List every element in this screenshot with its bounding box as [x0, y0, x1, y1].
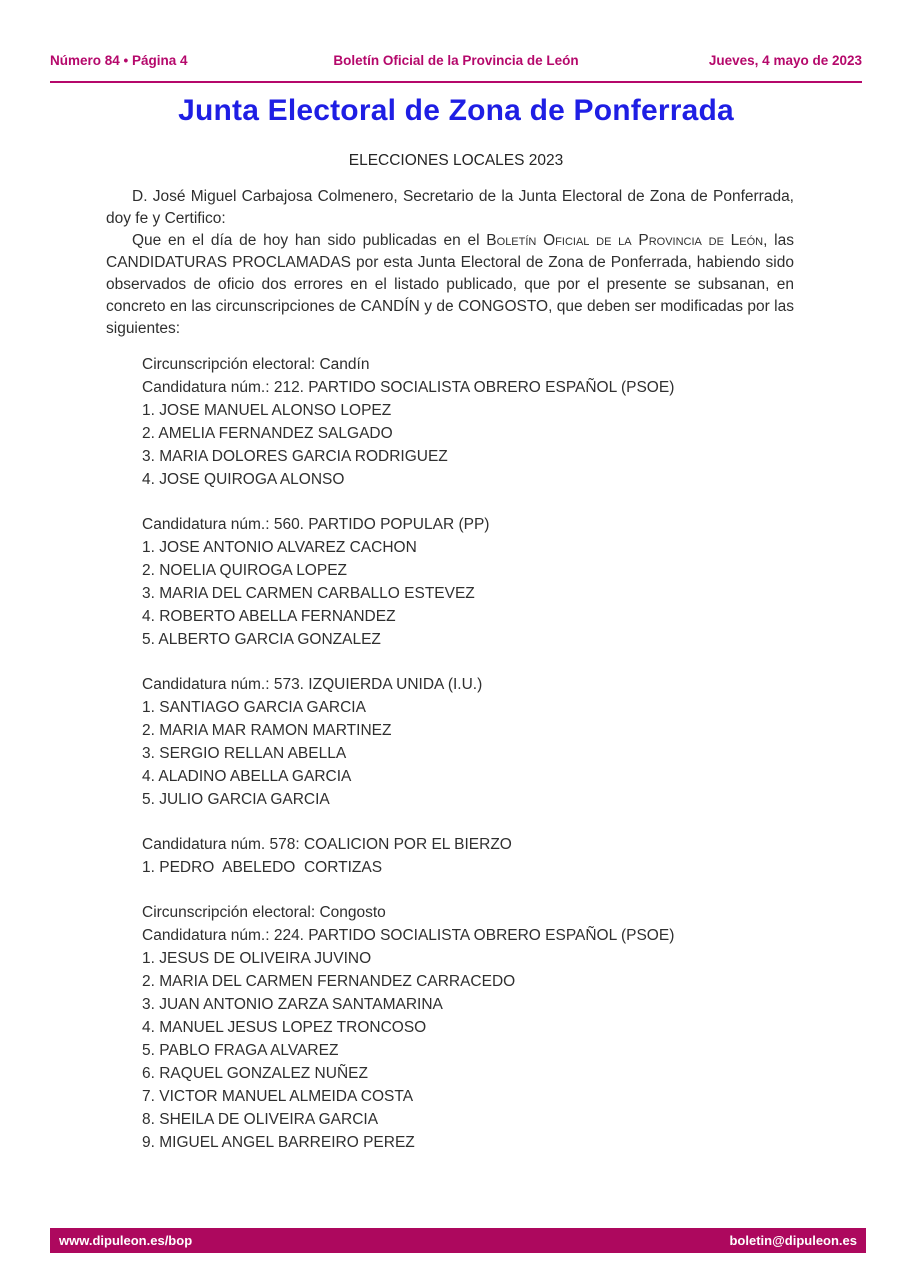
candidate-line: 5. JULIO GARCIA GARCIA: [142, 791, 330, 808]
candidate-line: 3. SERGIO RELLAN ABELLA: [142, 745, 347, 762]
intro-paragraph-2-post: , las CANDIDATURAS PROCLAMADAS por esta Junta Electoral de Zona de Ponferrada, habiendo sido observados de oficio dos errores en el listado publicado, que por el presente se subsanan, en concreto en las circunscripciones de CANDÍN y de CONGOSTO, que deben ser modificadas por las siguientes:: [106, 232, 794, 337]
candidature-lists: [142, 353, 794, 1154]
candidature-block-candin-cb: [142, 833, 794, 879]
document-body: [106, 186, 794, 1154]
candidatura-line: Candidatura núm.: 573. IZQUIERDA UNIDA (I.U.): [142, 676, 483, 693]
publication-name-smallcaps: Boletín Oficial de la Provincia de León: [486, 232, 764, 249]
candidate-line: 3. JUAN ANTONIO ZARZA SANTAMARINA: [142, 996, 443, 1013]
candidate-line: 4. JOSE QUIROGA ALONSO: [142, 471, 345, 488]
header-issue-page: Número 84 • Página 4: [50, 53, 188, 68]
candidate-line: 9. MIGUEL ANGEL BARREIRO PEREZ: [142, 1134, 415, 1151]
candidate-line: 1. PEDRO ABELEDO CORTIZAS: [142, 859, 383, 876]
page-footer: [50, 1228, 866, 1253]
candidature-block-candin-psoe: [142, 353, 794, 491]
candidate-line: 5. PABLO FRAGA ALVAREZ: [142, 1042, 339, 1059]
candidate-line: 4. MANUEL JESUS LOPEZ TRONCOSO: [142, 1019, 427, 1036]
candidate-line: 1. JOSE ANTONIO ALVAREZ CACHON: [142, 539, 417, 556]
candidate-line: 1. JESUS DE OLIVEIRA JUVINO: [142, 950, 372, 967]
header-publication-name: Boletín Oficial de la Provincia de León: [333, 53, 579, 68]
candidate-line: 8. SHEILA DE OLIVEIRA GARCIA: [142, 1111, 379, 1128]
candidate-line: 2. AMELIA FERNANDEZ SALGADO: [142, 425, 393, 442]
candidature-block-candin-iu: [142, 673, 794, 811]
candidate-line: 1. JOSE MANUEL ALONSO LOPEZ: [142, 402, 392, 419]
circunscripcion-line: Circunscripción electoral: Candín: [142, 356, 370, 373]
candidate-line: 3. MARIA DEL CARMEN CARBALLO ESTEVEZ: [142, 585, 475, 602]
candidate-line: 3. MARIA DOLORES GARCIA RODRIGUEZ: [142, 448, 448, 465]
intro-paragraph-1: D. José Miguel Carbajosa Colmenero, Secretario de la Junta Electoral de Zona de Ponferrada, doy fe y Certifico:: [106, 188, 794, 227]
candidate-line: 4. ALADINO ABELLA GARCIA: [142, 768, 352, 785]
candidatura-line: Candidatura núm. 578: COALICION POR EL BIERZO: [142, 836, 512, 853]
candidate-line: 4. ROBERTO ABELLA FERNANDEZ: [142, 608, 396, 625]
intro-paragraph-2: [106, 230, 794, 340]
candidatura-line: Candidatura núm.: 560. PARTIDO POPULAR (PP): [142, 516, 490, 533]
header-date: Jueves, 4 mayo de 2023: [708, 53, 862, 68]
page-header: [50, 53, 862, 83]
candidatura-line: Candidatura núm.: 224. PARTIDO SOCIALISTA OBRERO ESPAÑOL (PSOE): [142, 927, 675, 944]
candidature-block-congosto-psoe: [142, 901, 794, 1154]
footer-website-url: www.dipuleon.es/bop: [59, 1233, 193, 1248]
page-subtitle: ELECCIONES LOCALES 2023: [348, 152, 564, 169]
footer-email: boletin@dipuleon.es: [729, 1233, 857, 1248]
circunscripcion-line: Circunscripción electoral: Congosto: [142, 904, 386, 921]
candidate-line: 7. VICTOR MANUEL ALMEIDA COSTA: [142, 1088, 414, 1105]
candidatura-line: Candidatura núm.: 212. PARTIDO SOCIALISTA OBRERO ESPAÑOL (PSOE): [142, 379, 675, 396]
candidate-line: 2. NOELIA QUIROGA LOPEZ: [142, 562, 348, 579]
intro-paragraph-2-pre: Que en el día de hoy han sido publicadas en el: [132, 232, 487, 249]
candidature-block-candin-pp: [142, 513, 794, 651]
candidate-line: 2. MARIA DEL CARMEN FERNANDEZ CARRACEDO: [142, 973, 516, 990]
candidate-line: 2. MARIA MAR RAMON MARTINEZ: [142, 722, 392, 739]
page-title: Junta Electoral de Zona de Ponferrada: [178, 94, 734, 127]
candidate-line: 1. SANTIAGO GARCIA GARCIA: [142, 699, 366, 716]
candidate-line: 6. RAQUEL GONZALEZ NUÑEZ: [142, 1065, 368, 1082]
candidate-line: 5. ALBERTO GARCIA GONZALEZ: [142, 631, 381, 648]
